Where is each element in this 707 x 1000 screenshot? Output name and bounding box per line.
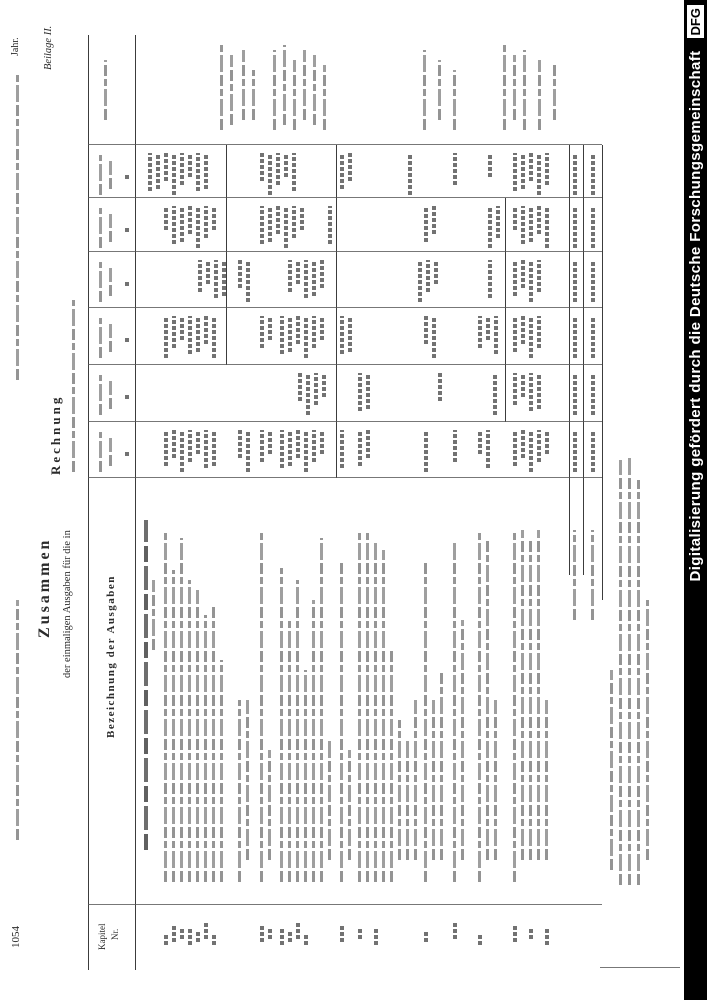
- amount-entry-illegible: [304, 260, 308, 298]
- amount-entry-illegible: [322, 373, 326, 397]
- amount-entry-illegible: [358, 430, 362, 466]
- amount-entry-illegible: [188, 206, 192, 234]
- amount-entry-illegible: [545, 206, 549, 248]
- amount-entry-illegible: [513, 430, 517, 466]
- amount-entry-illegible: [513, 206, 517, 230]
- kapitel-number-illegible: [529, 929, 533, 939]
- amount-entry-illegible: [521, 153, 525, 189]
- table-rule: [602, 145, 603, 600]
- description-line-illegible: [340, 560, 343, 882]
- amount-entry-illegible: [366, 430, 370, 458]
- amount-entry-illegible: [296, 260, 300, 284]
- amount-entry-illegible: [478, 430, 482, 454]
- amount-entry-illegible: [238, 430, 242, 458]
- amount-entry-illegible: [312, 316, 316, 348]
- remark-line-illegible: [538, 60, 541, 130]
- amount-entry-illegible: [529, 153, 533, 181]
- amount-entry-illegible: [164, 153, 168, 181]
- amount-entry-illegible: [340, 153, 344, 189]
- description-line-illegible: [486, 540, 489, 860]
- amount-entry-illegible: [537, 260, 541, 292]
- amount-entry-illegible: [276, 206, 280, 234]
- amount-entry-illegible: [260, 153, 264, 181]
- description-line-illegible: [288, 620, 291, 882]
- description-line-illegible: [478, 530, 481, 882]
- amount-entry-illegible: [545, 430, 549, 454]
- amount-entry-illegible: [276, 153, 280, 185]
- amount-entry-illegible: [424, 206, 428, 242]
- amount-entry-illegible: [320, 430, 324, 454]
- amount-entry-illegible: [312, 430, 316, 462]
- column-number-illegible: [125, 226, 129, 232]
- amount-entry-illegible: [298, 373, 302, 401]
- amount-entry-illegible: [513, 373, 517, 405]
- amount-entry-illegible: [529, 373, 533, 411]
- amount-entry-illegible: [358, 373, 362, 411]
- description-line-illegible: [144, 520, 148, 850]
- kapitel-number-illegible: [374, 929, 378, 945]
- amount-entry-illegible: [496, 206, 500, 238]
- amount-entry-illegible: [292, 206, 296, 238]
- remark-line-illegible: [503, 45, 506, 130]
- amount-entry-illegible: [206, 260, 210, 284]
- amount-entry-illegible: [204, 153, 208, 189]
- description-line-illegible: [382, 550, 385, 882]
- page-subtitle: der einmaligen Ausgaben für die in: [62, 530, 73, 678]
- amount-entry-illegible: [204, 316, 208, 344]
- description-line-illegible: [573, 530, 576, 620]
- column-rule: [88, 364, 602, 365]
- column-header-illegible: [109, 381, 112, 409]
- description-line-illegible: [152, 580, 155, 650]
- description-line-illegible: [180, 538, 183, 882]
- amount-entry-illegible: [306, 373, 310, 415]
- digitization-credit-bar: [684, 0, 707, 1000]
- description-line-illegible: [358, 530, 361, 882]
- footnote-line-illegible: [646, 600, 649, 860]
- amount-entry-illegible: [280, 316, 284, 354]
- dfg-logo: DFG: [687, 5, 704, 38]
- kapitel-number-illegible: [212, 935, 216, 945]
- table-rule: [135, 35, 136, 970]
- kapitel-number-illegible: [188, 929, 192, 945]
- column-header-illegible: [109, 324, 112, 352]
- amount-entry-illegible: [545, 153, 549, 185]
- kapitel-number-illegible: [424, 932, 428, 942]
- amount-entry-illegible: [188, 316, 192, 354]
- kapitel-number-illegible: [288, 932, 292, 942]
- column-rule: [88, 144, 602, 145]
- total-entry-illegible: [573, 206, 577, 248]
- column-rule: [88, 421, 602, 422]
- amount-entry-illegible: [280, 430, 284, 468]
- remark-line-illegible: [553, 65, 556, 120]
- amount-entry-illegible: [488, 153, 492, 177]
- column-header-illegible: [99, 375, 102, 415]
- amount-entry-illegible: [424, 430, 428, 472]
- column-number-illegible: [125, 173, 129, 179]
- credit-bar-content: [684, 0, 707, 1000]
- amount-entry-illegible: [537, 373, 541, 409]
- table-rule: [88, 35, 89, 970]
- remark-line-illegible: [313, 55, 316, 125]
- amount-entry-illegible: [204, 206, 208, 238]
- description-line-illegible: [260, 530, 263, 882]
- total-entry-illegible: [573, 373, 577, 415]
- amount-entry-illegible: [288, 430, 292, 466]
- amount-entry-illegible: [493, 373, 497, 415]
- amount-entry-illegible: [296, 316, 300, 344]
- description-line-illegible: [529, 540, 532, 860]
- amount-entry-illegible: [486, 430, 490, 468]
- kapitel-number-illegible: [296, 923, 300, 939]
- kapitel-number-illegible: [172, 926, 176, 942]
- column-header-illegible: [99, 432, 102, 472]
- description-line-illegible: [220, 660, 223, 882]
- description-line-illegible: [212, 605, 215, 882]
- amount-entry-illegible: [148, 153, 152, 191]
- total-entry-illegible: [591, 430, 595, 472]
- amount-entry-illegible: [198, 260, 202, 292]
- amount-entry-illegible: [453, 430, 457, 462]
- amount-entry-illegible: [486, 316, 490, 340]
- amount-entry-illegible: [164, 206, 168, 230]
- description-line-illegible: [204, 615, 207, 882]
- amount-entry-illegible: [320, 260, 324, 288]
- amount-entry-illegible: [288, 260, 292, 292]
- amount-entry-illegible: [260, 316, 264, 348]
- column-header-bezeichnung: Bezeichnung der Ausgaben: [105, 575, 117, 738]
- column-header-illegible: [109, 214, 112, 242]
- description-line-illegible: [320, 538, 323, 882]
- kapitel-number-illegible: [280, 929, 284, 945]
- amount-entry-illegible: [196, 316, 200, 352]
- amount-entry-illegible: [453, 153, 457, 185]
- remark-line-illegible: [323, 65, 326, 130]
- amount-entry-illegible: [164, 430, 168, 466]
- amount-entry-illegible: [328, 206, 332, 244]
- column-header-illegible: [109, 161, 112, 189]
- description-line-illegible: [374, 540, 377, 882]
- description-line-illegible: [348, 750, 351, 860]
- description-line-illegible: [164, 530, 167, 882]
- remark-line-illegible: [513, 55, 516, 120]
- footnote-line-illegible: [610, 670, 613, 870]
- amount-entry-illegible: [172, 316, 176, 348]
- kapitel-number-illegible: [204, 923, 208, 939]
- amount-entry-illegible: [304, 430, 308, 472]
- description-line-illegible: [246, 700, 249, 860]
- kapitel-number-illegible: [478, 935, 482, 945]
- amount-entry-illegible: [284, 206, 288, 248]
- description-line-illegible: [424, 560, 427, 882]
- amount-entry-illegible: [537, 206, 541, 234]
- total-entry-illegible: [591, 373, 595, 415]
- amount-entry-illegible: [478, 316, 482, 348]
- remark-line-illegible: [273, 50, 276, 130]
- amount-entry-illegible: [513, 153, 517, 191]
- amount-entry-illegible: [529, 260, 533, 302]
- amount-entry-illegible: [320, 316, 324, 340]
- amount-entry-illegible: [284, 153, 288, 177]
- kapitel-number-illegible: [164, 935, 168, 945]
- description-line-illegible: [390, 650, 393, 882]
- description-line-illegible: [521, 530, 524, 860]
- amount-entry-illegible: [268, 206, 272, 242]
- table-rule: [336, 145, 337, 478]
- amount-entry-illegible: [172, 206, 176, 244]
- amount-entry-illegible: [196, 153, 200, 191]
- description-line-illegible: [312, 600, 315, 882]
- remark-line-illegible: [438, 60, 441, 120]
- amount-entry-illegible: [188, 153, 192, 177]
- description-line-illegible: [591, 530, 594, 620]
- amount-entry-illegible: [212, 206, 216, 230]
- amount-entry-illegible: [172, 153, 176, 195]
- total-entry-illegible: [573, 430, 577, 472]
- description-line-illegible: [328, 740, 331, 860]
- column-number-illegible: [125, 280, 129, 286]
- column-header-kapitel-nr: Nr.: [110, 928, 120, 940]
- column-rule: [88, 197, 602, 198]
- description-line-illegible: [366, 530, 369, 882]
- description-line-illegible: [238, 700, 241, 882]
- amount-entry-illegible: [426, 260, 430, 292]
- column-rule: [88, 251, 602, 252]
- table-rule: [583, 145, 584, 575]
- kapitel-number-illegible: [545, 929, 549, 945]
- amount-entry-illegible: [238, 260, 242, 288]
- amount-entry-illegible: [300, 206, 304, 230]
- amount-entry-illegible: [260, 430, 264, 462]
- amount-entry-illegible: [529, 206, 533, 242]
- column-header-illegible: [99, 155, 102, 195]
- header-text-illegible: [16, 75, 19, 380]
- description-line-illegible: [304, 670, 307, 882]
- scan-edge-mark: [600, 967, 680, 968]
- amount-entry-illegible: [246, 430, 250, 472]
- amount-entry-illegible: [494, 316, 498, 354]
- total-entry-illegible: [591, 260, 595, 302]
- amount-entry-illegible: [222, 260, 226, 296]
- remark-line-illegible: [303, 50, 306, 120]
- amount-entry-illegible: [180, 316, 184, 340]
- amount-entry-illegible: [180, 206, 184, 242]
- description-line-illegible: [172, 570, 175, 882]
- amount-entry-illegible: [537, 153, 541, 195]
- remark-line-illegible: [523, 50, 526, 130]
- amount-entry-illegible: [156, 153, 160, 189]
- total-entry-illegible: [573, 260, 577, 302]
- table-rule: [569, 145, 570, 575]
- column-header-illegible: [109, 268, 112, 296]
- amount-entry-illegible: [268, 430, 272, 454]
- kapitel-number-illegible: [513, 926, 517, 942]
- amount-entry-illegible: [164, 316, 168, 358]
- amount-entry-illegible: [204, 430, 208, 468]
- column-number-illegible: [125, 393, 129, 399]
- amount-entry-illegible: [340, 430, 344, 468]
- description-line-illegible: [406, 738, 409, 860]
- page-number: 1054: [10, 926, 22, 948]
- amount-entry-illegible: [521, 316, 525, 344]
- section-title-rechnung: Rechnung: [48, 394, 63, 475]
- table-rule: [505, 198, 506, 422]
- page-title: Zusammen: [36, 537, 53, 638]
- remark-line-illegible: [453, 70, 456, 130]
- remark-line-illegible: [220, 45, 223, 130]
- amount-entry-illegible: [314, 373, 318, 405]
- remark-line-illegible: [252, 70, 255, 120]
- amount-entry-illegible: [537, 316, 541, 348]
- description-line-illegible: [414, 700, 417, 860]
- total-entry-illegible: [573, 153, 577, 195]
- supplement-label: Beilage II.: [43, 25, 54, 70]
- amount-entry-illegible: [180, 153, 184, 185]
- amount-entry-illegible: [521, 206, 525, 244]
- amount-entry-illegible: [529, 316, 533, 358]
- amount-entry-illegible: [521, 373, 525, 397]
- remark-line-illegible: [423, 50, 426, 130]
- amount-entry-illegible: [537, 430, 541, 462]
- remark-line-illegible: [293, 60, 296, 130]
- amount-entry-illegible: [424, 316, 428, 344]
- amount-entry-illegible: [196, 206, 200, 248]
- credit-text: Digitalisierung gefördert durch die Deutsche Forschungsgemeinschaft: [687, 50, 704, 582]
- kapitel-number-illegible: [268, 929, 272, 939]
- description-line-illegible: [268, 750, 271, 860]
- column-header-illegible: [104, 60, 107, 120]
- amount-entry-illegible: [214, 260, 218, 298]
- description-line-illegible: [537, 530, 540, 860]
- description-line-illegible: [440, 670, 443, 860]
- amount-entry-illegible: [529, 430, 533, 472]
- amount-entry-illegible: [513, 316, 517, 352]
- total-entry-illegible: [591, 316, 595, 358]
- amount-entry-illegible: [408, 153, 412, 195]
- amount-entry-illegible: [366, 373, 370, 409]
- description-line-illegible: [545, 700, 548, 860]
- amount-entry-illegible: [212, 430, 216, 466]
- description-line-illegible: [461, 620, 464, 860]
- footnote-line-illegible: [619, 460, 622, 885]
- amount-entry-illegible: [438, 373, 442, 401]
- amount-entry-illegible: [268, 316, 272, 340]
- column-header-illegible: [109, 438, 112, 466]
- amount-entry-illegible: [434, 260, 438, 284]
- header-text-illegible: [16, 600, 19, 840]
- amount-entry-illegible: [348, 153, 352, 181]
- amount-entry-illegible: [288, 316, 292, 352]
- column-rule: [88, 307, 602, 308]
- amount-entry-illegible: [488, 260, 492, 298]
- amount-entry-illegible: [312, 260, 316, 296]
- description-line-illegible: [453, 540, 456, 882]
- description-line-illegible: [280, 568, 283, 882]
- column-header-illegible: [99, 262, 102, 302]
- column-rule: [88, 904, 602, 905]
- total-entry-illegible: [591, 206, 595, 248]
- remark-line-illegible: [230, 55, 233, 125]
- total-entry-illegible: [591, 153, 595, 195]
- title-note-illegible: [72, 300, 75, 472]
- column-rule: [88, 477, 602, 478]
- amount-entry-illegible: [296, 430, 300, 458]
- amount-entry-illegible: [172, 430, 176, 458]
- amount-entry-illegible: [196, 430, 200, 454]
- column-number-illegible: [125, 336, 129, 342]
- amount-entry-illegible: [260, 206, 264, 244]
- column-number-illegible: [125, 450, 129, 456]
- table-rule: [226, 145, 227, 365]
- kapitel-number-illegible: [260, 926, 264, 942]
- kapitel-number-illegible: [453, 923, 457, 939]
- column-header-illegible: [99, 208, 102, 248]
- footnote-line-illegible: [637, 480, 640, 885]
- amount-entry-illegible: [246, 260, 250, 302]
- amount-entry-illegible: [180, 430, 184, 472]
- description-line-illegible: [432, 700, 435, 860]
- amount-entry-illegible: [292, 153, 296, 191]
- description-line-illegible: [196, 590, 199, 882]
- remark-line-illegible: [242, 50, 245, 120]
- header-year-label: Jahr.: [10, 37, 21, 56]
- amount-entry-illegible: [340, 316, 344, 354]
- amount-entry-illegible: [304, 316, 308, 358]
- kapitel-number-illegible: [304, 935, 308, 945]
- column-header-illegible: [99, 318, 102, 358]
- amount-entry-illegible: [488, 206, 492, 248]
- kapitel-number-illegible: [180, 929, 184, 939]
- total-entry-illegible: [573, 316, 577, 358]
- description-line-illegible: [398, 720, 401, 860]
- amount-entry-illegible: [268, 153, 272, 195]
- kapitel-number-illegible: [196, 932, 200, 942]
- amount-entry-illegible: [432, 206, 436, 234]
- amount-entry-illegible: [418, 260, 422, 302]
- description-line-illegible: [494, 700, 497, 860]
- remark-line-illegible: [283, 45, 286, 125]
- kapitel-number-illegible: [340, 926, 344, 942]
- description-line-illegible: [513, 530, 516, 882]
- amount-entry-illegible: [348, 316, 352, 352]
- column-header-kapitel: Kapitel: [97, 923, 107, 950]
- footnote-line-illegible: [628, 455, 631, 885]
- amount-entry-illegible: [513, 260, 517, 296]
- amount-entry-illegible: [521, 430, 525, 458]
- amount-entry-illegible: [432, 316, 436, 358]
- description-line-illegible: [296, 580, 299, 882]
- kapitel-number-illegible: [358, 929, 362, 939]
- amount-entry-illegible: [188, 430, 192, 462]
- amount-entry-illegible: [212, 316, 216, 358]
- amount-entry-illegible: [521, 260, 525, 288]
- description-line-illegible: [188, 580, 191, 882]
